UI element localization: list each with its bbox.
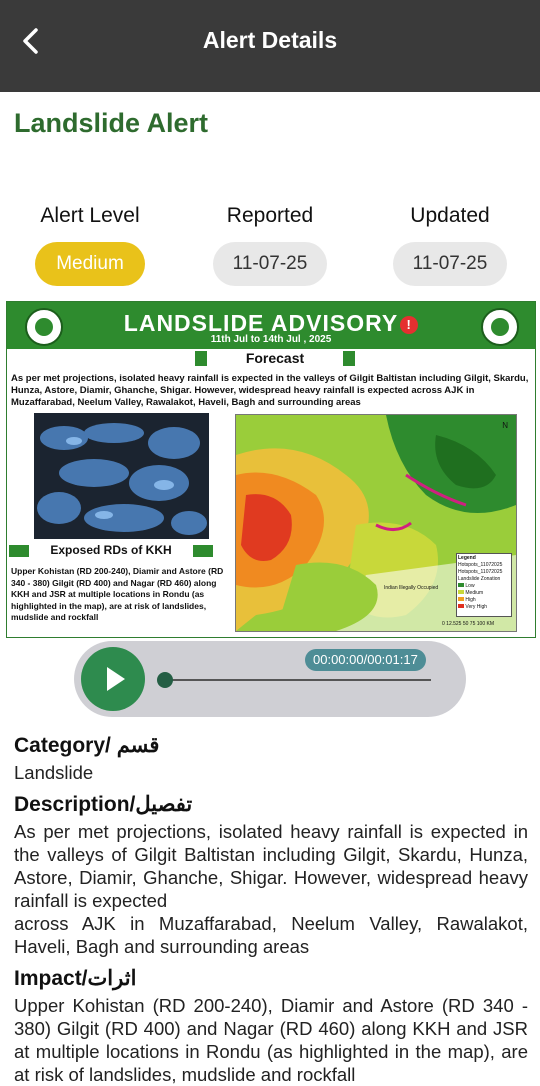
category-heading: Category/ قسم (14, 734, 160, 757)
category-value: Landslide (14, 762, 94, 783)
legend-swatch (458, 597, 464, 601)
audio-seek-thumb[interactable] (157, 672, 173, 688)
alert-level-block (15, 204, 165, 286)
description-heading: Description/تفصیل (14, 793, 193, 816)
updated-label: Updated (410, 204, 490, 227)
legend-item: Low (465, 583, 475, 589)
category-section (14, 733, 528, 784)
forecast-text: As per met projections, isolated heavy rainfall is expected in the valleys of Gilgit Baltistan including Gilgit, Skardu, Hunza, Astore, Diamir, Ghanche, Shigar. However, widespread heavy rainfall is expected across AJK in Muzaffarabad, Neelum Valley, Rawalakot, Haveli, Bagh and surrounding areas (11, 373, 529, 408)
map-note: Indian Illegally Occupied (384, 585, 439, 591)
app-bar (0, 0, 540, 92)
legend-item: High (465, 597, 476, 603)
map-legend (456, 553, 512, 617)
legend-swatch (458, 590, 464, 594)
updated-block (375, 204, 525, 286)
description-section (14, 792, 528, 958)
audio-time: 00:00:00/00:01:17 (305, 649, 426, 671)
play-button[interactable] (81, 647, 145, 711)
warning-icon: ! (400, 316, 418, 334)
legend-item: Very High (465, 604, 488, 610)
impact-section (14, 966, 528, 1086)
rainfall-radar-image (34, 413, 209, 539)
reported-date: 11-07-25 (213, 242, 328, 286)
legend-item: Hotspots_11072025 (458, 562, 503, 568)
reported-label: Reported (226, 204, 314, 227)
alert-level-badge: Medium (35, 242, 145, 286)
advisory-title: LANDSLIDE ADVISORY (123, 310, 399, 336)
forecast-heading: Forecast (207, 350, 343, 367)
legend-swatch (458, 583, 464, 587)
updated-date: 11-07-25 (393, 242, 508, 286)
advisory-image[interactable] (6, 301, 536, 638)
legend-item: Medium (465, 590, 484, 596)
north-arrow-label: N (502, 421, 508, 430)
impact-heading: Impact/اثرات (14, 967, 137, 990)
alert-level-label: Alert Level (40, 204, 140, 227)
legend-swatch (458, 604, 464, 608)
description-text: As per met projections, isolated heavy rainfall is expected in the valleys of Gilgit Baltistan including Gilgit, Skardu, Hunza, Astore, Diamir, Ghanche, Shigar. However, widespread heavy rainfall is expected across AJK in Muzaffarabad, Neelum Valley, Rawalakot, Haveli, Bagh and surrounding areas (14, 821, 528, 957)
legend-title: Legend (458, 555, 476, 561)
legend-item: Hotspots_11072025 (458, 569, 503, 575)
advisory-dates: 11th Jul to 14th Jul , 2025 (210, 334, 332, 345)
page-title: Alert Details (202, 27, 338, 53)
exposed-text: Upper Kohistan (RD 200-240), Diamir and Astore (RD 340 - 380) Gilgit (RD 400) and Nagar (RD 460) along KKH and JSR at multiple locations in Rondu (as highlighted in the map), are at risk of landslides, mudslide and rockfall (11, 566, 224, 622)
audio-seek-track[interactable] (165, 679, 431, 681)
alert-title: Landslide Alert (14, 108, 209, 138)
impact-text: Upper Kohistan (RD 200-240), Diamir and Astore (RD 340 - 380) Gilgit (RD 400) and Nagar (RD 460) along KKH and JSR at multiple locations in Rondu (as highlighted in the map), are at risk of landslides, mudslide and rockfall (14, 995, 528, 1085)
audio-player (74, 641, 466, 717)
exposed-heading: Exposed RDs of KKH (29, 543, 193, 559)
map-scale: 0 12.525 50 75 100 KM (442, 621, 494, 627)
legend-item: Landslide Zonation (458, 576, 501, 582)
reported-block (195, 204, 345, 286)
